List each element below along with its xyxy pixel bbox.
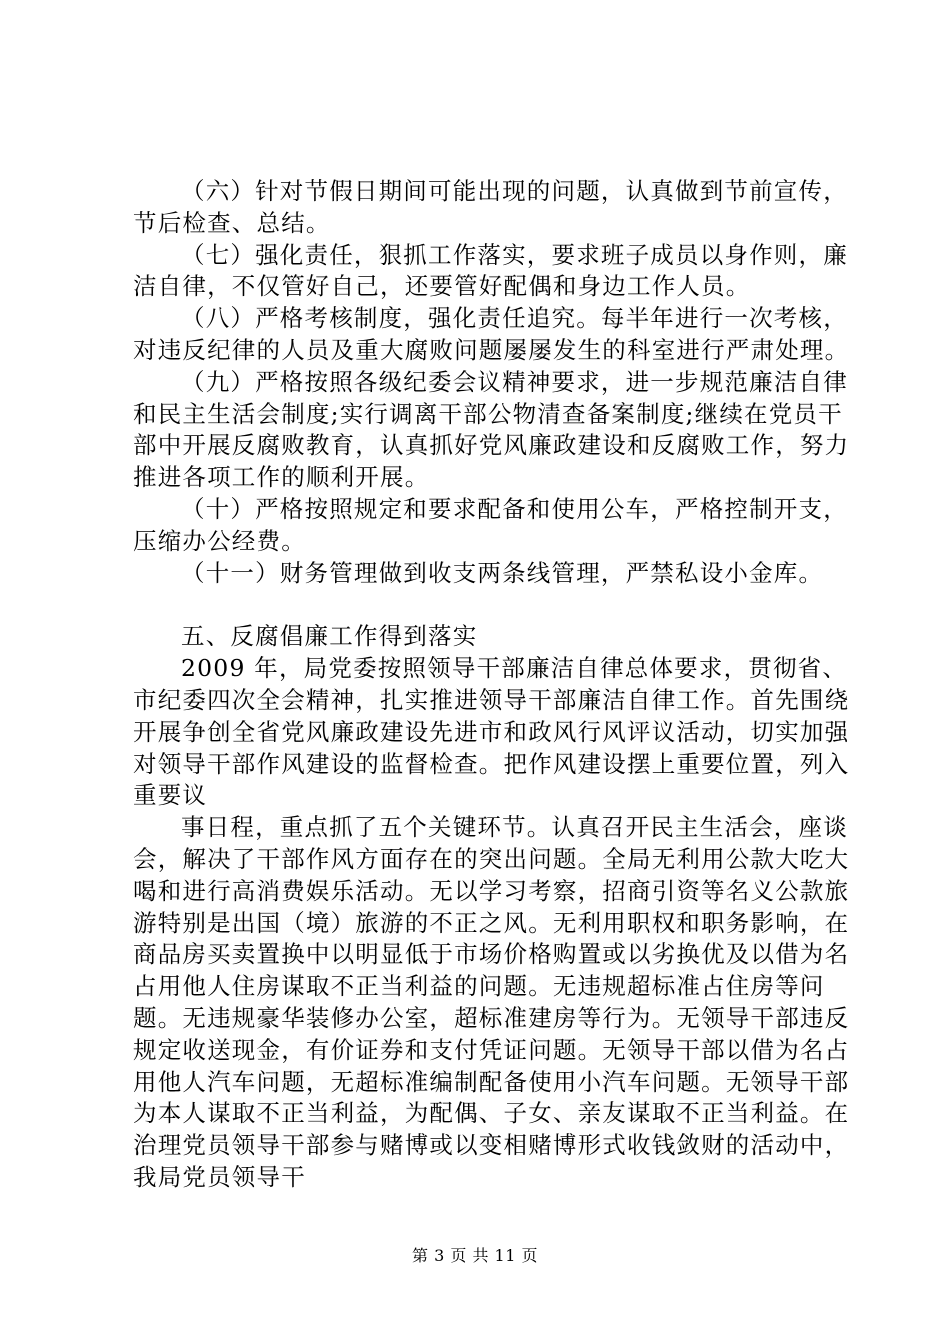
paragraph-9: （九）严格按照各级纪委会议精神要求，进一步规范廉洁自律和民主生活会制度;实行调离干部公物清查备案制度;继续在党员干部中开展反腐败教育，认真抓好党风廉政建设和反腐败工作，努力推进各项工作的顺利开展。	[133, 367, 850, 492]
paragraph-7: （七）强化责任，狠抓工作落实，要求班子成员以身作则，廉洁自律，不仅管好自己，还要管好配偶和身边工作人员。	[133, 240, 848, 301]
paragraph-10: （十）严格按照规定和要求配备和使用公车，严格控制开支，压缩办公经费。	[133, 494, 848, 555]
paragraph-11: （十一）财务管理做到收支两条线管理，严禁私设小金库。	[181, 558, 824, 587]
section-heading: 五、反腐倡廉工作得到落实	[181, 622, 478, 651]
section-paragraph-2: 事日程，重点抓了五个关键环节。认真召开民主生活会，座谈会，解决了干部作风方面存在的突出问题。全局无利用公款大吃大喝和进行高消费娱乐活动。无以学习考察，招商引资等名义公款旅游特别是出国（境）旅游的不正之风。无利用职权和职务影响，在商品房买卖置换中以明显低于市场价格购置或以劣换优及以借为名占用他人住房谋取不正当利益的问题。无违规超标准占住房等问题。无违规豪华装修办公室，超标准建房等行为。无领导干部违反规定收送现金，有价证券和支付凭证问题。无领导干部以借为名占用他人汽车问题，无超标准编制配备使用小汽车问题。无领导干部为本人谋取不正当利益，为配偶、子女、亲友谋取不正当利益。在治理党员领导干部参与赌博或以变相赌博形式收钱敛财的活动中，我局党员领导干	[133, 813, 850, 1191]
page-number-footer: 第 3 页 共 11 页	[412, 1246, 538, 1265]
paragraph-6: （六）针对节假日期间可能出现的问题，认真做到节前宣传，节后检查、总结。	[133, 177, 848, 237]
paragraph-gap	[133, 589, 853, 621]
section-paragraph-1: 2009 年，局党委按照领导干部廉洁自律总体要求，贯彻省、市纪委四次全会精神，扎实推进领导干部廉洁自律工作。首先围绕开展争创全省党风廉政建设先进市和政风行风评议活动，切实加强对领导干部作风建设的监督检查。把作风建设摆上重要位置，列入重要议	[133, 654, 850, 810]
document-body	[133, 176, 853, 1194]
paragraph-8: （八）严格考核制度，强化责任追究。每半年进行一次考核，对违反纪律的人员及重大腐败问题屡屡发生的科室进行严肃处理。	[133, 304, 850, 364]
